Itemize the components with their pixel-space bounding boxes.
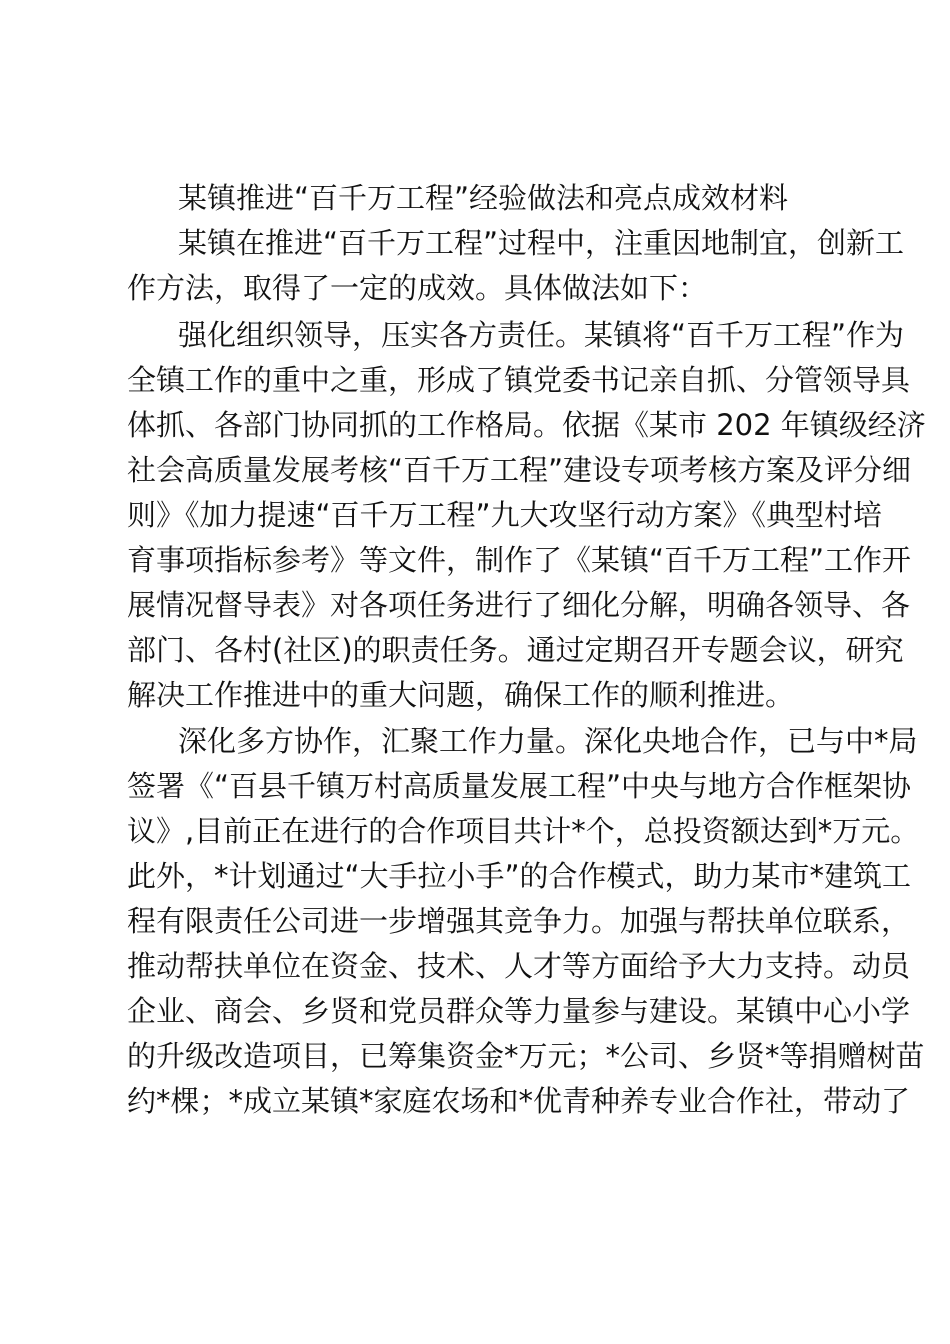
paragraph-line: 育事项指标参考》等文件，制作了《某镇“百千万工程”工作开 (127, 543, 912, 577)
document-title: 某镇推进“百千万工程”经验做法和亮点成效材料 (178, 181, 789, 215)
paragraph-line: 企业、商会、乡贤和党员群众等力量参与建设。某镇中心小学 (127, 994, 911, 1028)
paragraph-line: 展情况督导表》对各项任务进行了细化分解，明确各领导、各 (127, 588, 911, 622)
paragraph-line: 的升级改造项目，已筹集资金*万元；*公司、乡贤*等捐赠树苗 (127, 1039, 925, 1073)
paragraph-line: 体抓、各部门协同抓的工作格局。依据《某市 202 年镇级经济 (127, 408, 926, 442)
paragraph-line: 签署《“百县千镇万村高质量发展工程”中央与地方合作框架协 (127, 769, 912, 803)
paragraph-line: 作方法，取得了一定的成效。具体做法如下： (127, 271, 708, 305)
paragraph-line: 程有限责任公司进一步增强其竞争力。加强与帮扶单位联系， (127, 904, 911, 938)
paragraph-line: 此外，*计划通过“大手拉小手”的合作模式，助力某市*建筑工 (127, 859, 912, 893)
paragraph-line: 部门、各村(社区)的职责任务。通过定期召开专题会议，研究 (127, 633, 904, 667)
paragraph-line: 强化组织领导，压实各方责任。某镇将“百千万工程”作为 (178, 318, 905, 352)
paragraph-line: 则》《加力提速“百千万工程”九大攻坚行动方案》《典型村培 (127, 498, 883, 532)
paragraph-line: 全镇工作的重中之重，形成了镇党委书记亲自抓、分管领导具 (127, 363, 911, 397)
paragraph-line: 解决工作推进中的重大问题，确保工作的顺利推进。 (127, 678, 795, 712)
paragraph-line: 议》,目前正在进行的合作项目共计*个，总投资额达到*万元。 (127, 814, 920, 848)
paragraph-line: 某镇在推进“百千万工程”过程中，注重因地制宜，创新工 (178, 226, 905, 260)
paragraph-line: 约*棵；*成立某镇*家庭农场和*优青种养专业合作社，带动了 (127, 1084, 911, 1118)
paragraph-line: 推动帮扶单位在资金、技术、人才等方面给予大力支持。动员 (127, 949, 911, 983)
paragraph-line: 社会高质量发展考核“百千万工程”建设专项考核方案及评分细 (127, 453, 912, 487)
paragraph-line: 深化多方协作，汇聚工作力量。深化央地合作，已与中*局 (178, 724, 918, 758)
